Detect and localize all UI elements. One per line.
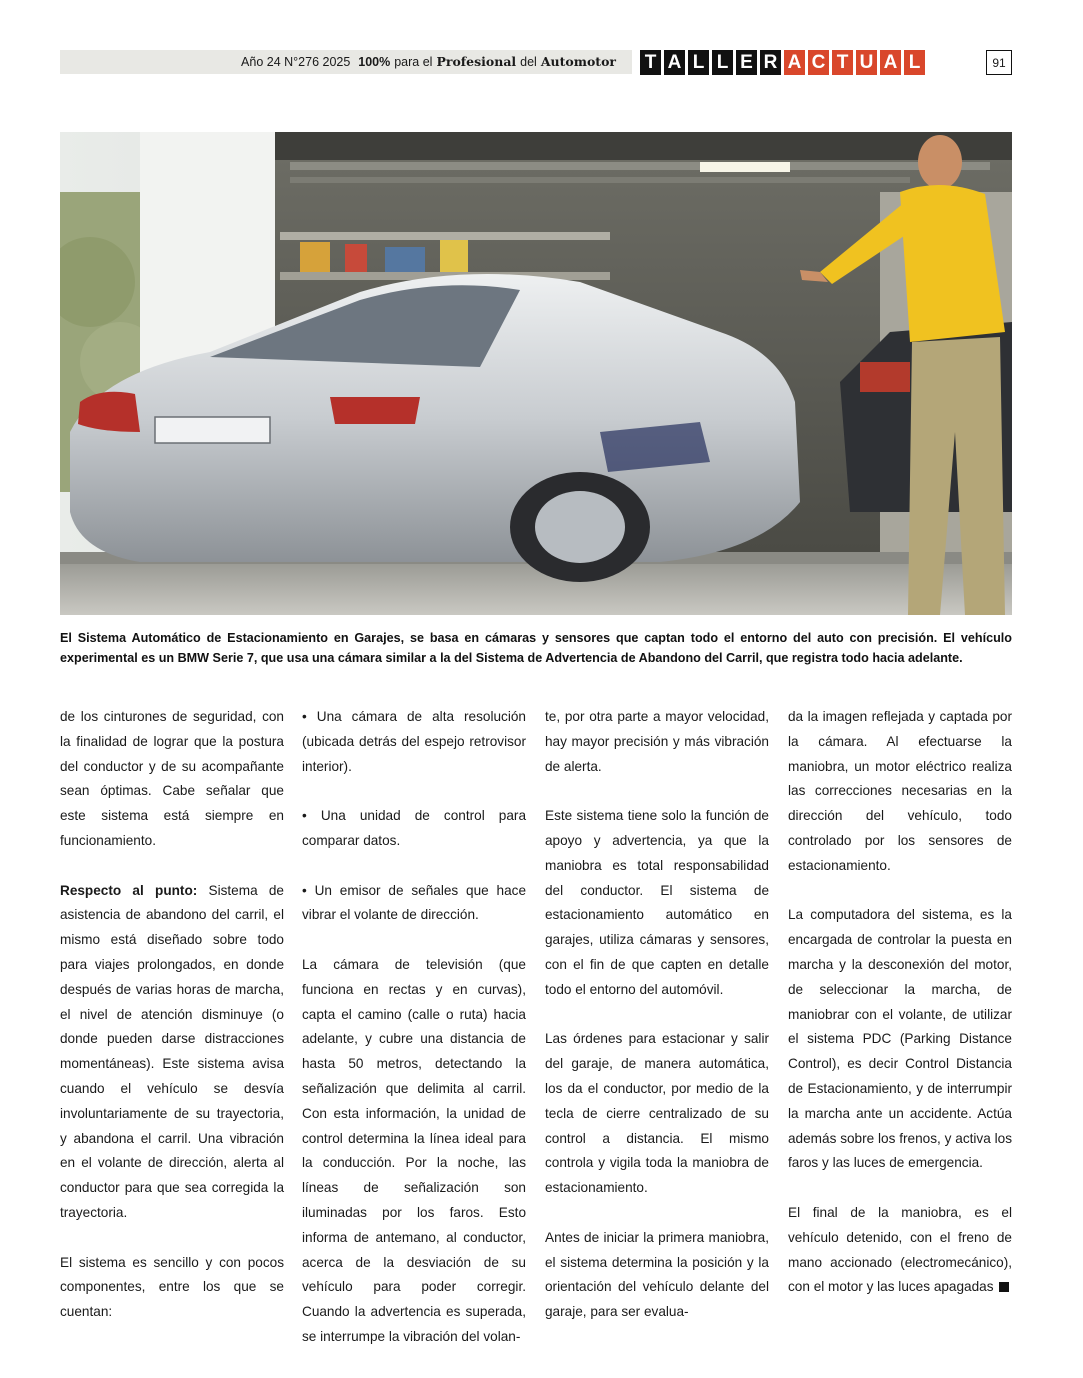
bullet-item: • Un emisor de señales que hace vibrar el volante de dirección. (302, 882, 526, 923)
paragraph-body: Sistema de asistencia de abandono del carril, el mismo está diseñado sobre todo para viajes prolongados, en donde después de varias horas de marcha, el nivel de atención disminuye (o donde pueden darse distracciones momentáneas). Este sistema avisa cuando el vehículo se desvía involuntariamente de su trayectoria, y abandona el carril. Una vibración en el volante de dirección, alerta al conductor para que sea corregida la trayectoria. (60, 882, 284, 1220)
paragraph: de los cinturones de seguridad, con la finalidad de lograr que la postura del conductor y de su acompañante sean óptimas. Cabe señalar que este sistema está siempre en funcionamiento. (60, 709, 284, 848)
magazine-logo (640, 50, 928, 75)
logo-letter: E (736, 50, 757, 75)
subhead-lead: Respecto al punto: (60, 882, 198, 898)
paragraph (60, 879, 284, 1226)
issue-meta (241, 53, 616, 71)
text-column-1 (60, 705, 284, 1325)
slogan-profesional: Profesional (436, 54, 517, 69)
end-of-article-square-icon (999, 1282, 1009, 1292)
logo-letter: A (664, 50, 685, 75)
logo-letter: T (640, 50, 661, 75)
paragraph-body: El final de la maniobra, es el vehículo detenido, con el freno de mano accionado (electromecánico), con el motor y las luces apagadas (788, 1204, 1012, 1295)
text-column-4 (788, 705, 1012, 1300)
paragraph: da la imagen reflejada y captada por la cámara. Al efectuarse la maniobra, un motor eléctrico realiza las correcciones necesarias en la dirección del vehículo, todo controlado por los sensores de estacionamiento. (788, 709, 1012, 873)
logo-letter: T (832, 50, 853, 75)
text-column-2 (302, 705, 526, 1350)
paragraph: Antes de iniciar la primera maniobra, el sistema determina la posición y la orientación del vehículo delante del garaje, para ser evalua- (545, 1229, 769, 1320)
garage-photo-illustration (60, 132, 1012, 615)
bullet-item: • Una cámara de alta resolución (ubicada detrás del espejo retrovisor interior). (302, 709, 526, 774)
paragraph (788, 1201, 1012, 1300)
slogan-para: para el (394, 55, 433, 69)
logo-letter: L (688, 50, 709, 75)
slogan-percent: 100% (358, 55, 391, 69)
logo-letter: C (808, 50, 829, 75)
paragraph: Las órdenes para estacionar y salir del garaje, de manera automática, los da el conductor, por medio de la tecla de cierre centralizado de su control a distancia. El mismo controla y vigila toda la maniobra de estacionamiento. (545, 1031, 769, 1196)
garage-photo (60, 132, 1012, 615)
page-number: 91 (986, 50, 1012, 75)
issue-number: Año 24 N°276 2025 (241, 55, 351, 69)
bullet-item: • Una unidad de control para comparar datos. (302, 808, 526, 848)
slogan-del: del (520, 55, 537, 69)
photo-caption: El Sistema Automático de Estacionamiento en Garajes, se basa en cámaras y sensores que captan todo el entorno del auto con precisión. El vehículo experimental es un BMW Serie 7, que usa una cámara similar a la del Sistema de Advertencia de Abandono del Carril, que registra todo hacia adelante. (60, 631, 1012, 665)
paragraph: El sistema es sencillo y con pocos componentes, entre los que se cuentan: (60, 1254, 284, 1320)
header-strip (60, 50, 632, 74)
logo-letter: L (904, 50, 925, 75)
logo-letter: R (760, 50, 781, 75)
paragraph: La computadora del sistema, es la encargada de controlar la puesta en marcha y la desconexión del motor, de seleccionar la marcha, de maniobrar con el volante, de utilizar el sistema PDC (Parking Distance Control), es decir Control Distancia de Estacionamiento, y de interrumpir la marcha ante un accidente. Actúa además sobre los frenos, y activa los faros y las luces de emergencia. (788, 907, 1012, 1171)
logo-letter: A (784, 50, 805, 75)
logo-letter: U (856, 50, 877, 75)
paragraph: te, por otra parte a mayor velocidad, hay mayor precisión y más vibración de alerta. (545, 709, 769, 774)
logo-letter: L (712, 50, 733, 75)
logo-letter: A (880, 50, 901, 75)
slogan-automotor: Automotor (540, 54, 616, 69)
text-column-3 (545, 705, 769, 1325)
paragraph: La cámara de televisión (que funciona en rectas y en curvas), capta el camino (calle o ruta) hacia adelante, y cubre una distancia de hasta 50 metros, detectando la señalización que delimita al carril. Con esta información, la unidad de control determina la línea ideal para la conducción. Por la noche, las líneas de señalización son iluminadas por los faros. Esto informa de antemano, al conductor, acerca de la desviación de su vehículo para poder corregir. Cuando la advertencia es superada, se interrumpe la vibración del volan- (302, 956, 526, 1344)
paragraph: Este sistema tiene solo la función de apoyo y advertencia, ya que la maniobra es total responsabilidad del conductor. El sistema de estacionamiento automático en garajes, utiliza cámaras y sensores, con el fin de que capten en detalle todo el entorno del automóvil. (545, 808, 769, 997)
